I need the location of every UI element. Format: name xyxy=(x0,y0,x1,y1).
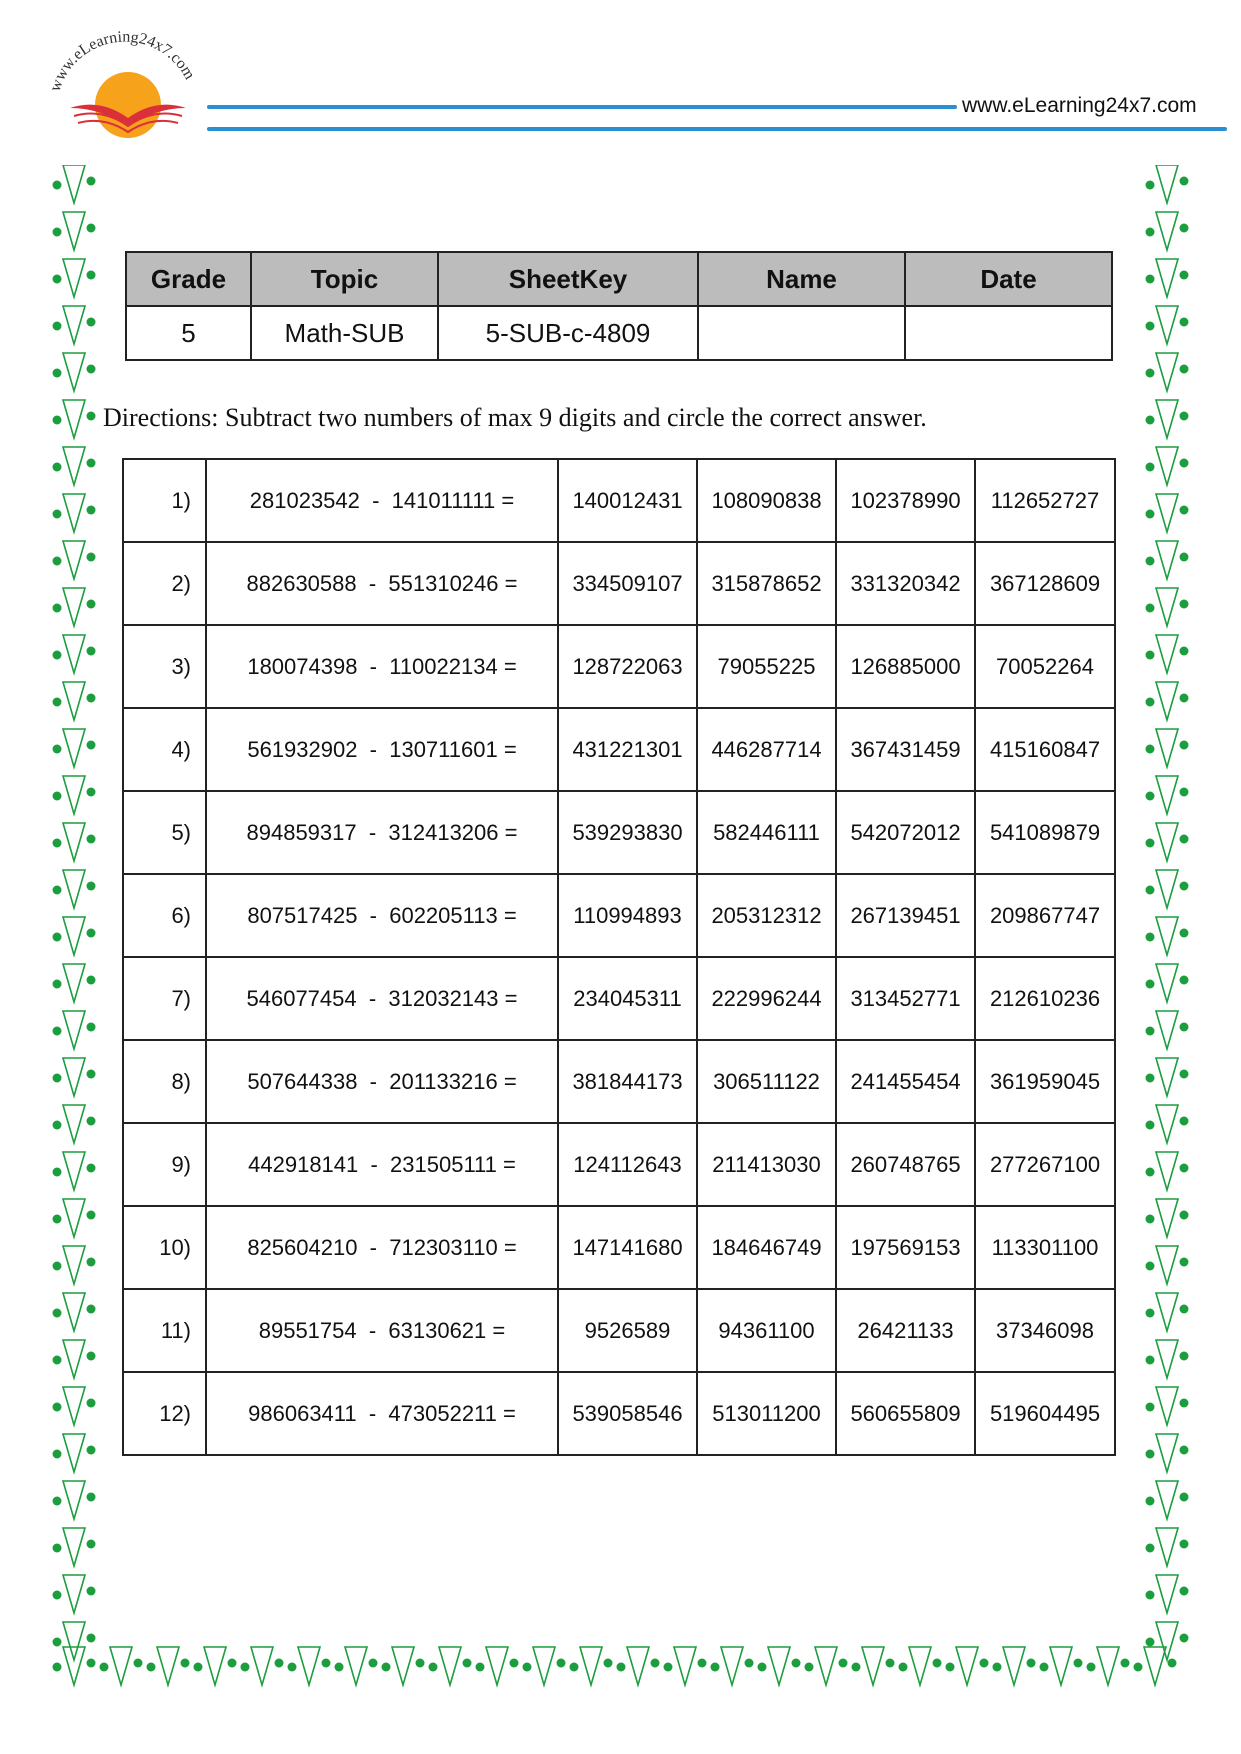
border-triangle-icon xyxy=(1146,447,1189,485)
answer-option[interactable]: 539293830 xyxy=(558,791,697,874)
problem-row xyxy=(123,957,1115,1040)
border-triangle-icon xyxy=(429,1647,472,1685)
problem-expression: 882630588 - 551310246 = xyxy=(206,542,558,625)
answer-option[interactable]: 381844173 xyxy=(558,1040,697,1123)
border-triangle-icon xyxy=(53,306,96,344)
problem-expression: 894859317 - 312413206 = xyxy=(206,791,558,874)
answer-option[interactable]: 140012431 xyxy=(558,459,697,542)
border-triangle-icon xyxy=(53,1340,96,1378)
problem-expression: 561932902 - 130711601 = xyxy=(206,708,558,791)
problem-expression: 825604210 - 712303110 = xyxy=(206,1206,558,1289)
border-triangle-icon xyxy=(53,870,96,908)
answer-option[interactable]: 222996244 xyxy=(697,957,836,1040)
problem-row xyxy=(123,1372,1115,1455)
answer-option[interactable]: 234045311 xyxy=(558,957,697,1040)
problem-row xyxy=(123,791,1115,874)
border-triangle-icon xyxy=(1146,1011,1189,1049)
problem-expression: 986063411 - 473052211 = xyxy=(206,1372,558,1455)
border-triangle-icon xyxy=(53,259,96,297)
problem-row xyxy=(123,874,1115,957)
date-field[interactable] xyxy=(905,306,1112,360)
border-triangle-icon xyxy=(1146,1387,1189,1425)
border-triangle-icon xyxy=(1146,682,1189,720)
answer-option[interactable]: 102378990 xyxy=(836,459,975,542)
problem-expression: 180074398 - 110022134 = xyxy=(206,625,558,708)
header-url: www.eLearning24x7.com xyxy=(962,94,1197,117)
border-triangle-icon xyxy=(1146,964,1189,1002)
border-triangle-icon xyxy=(1087,1647,1130,1685)
topic-value: Math-SUB xyxy=(251,306,438,360)
problem-number: 9) xyxy=(123,1123,206,1206)
problem-expression: 546077454 - 312032143 = xyxy=(206,957,558,1040)
answer-option[interactable]: 205312312 xyxy=(697,874,836,957)
border-triangle-icon xyxy=(1146,1340,1189,1378)
answer-option[interactable]: 70052264 xyxy=(975,625,1115,708)
border-triangle-icon xyxy=(1146,353,1189,391)
problem-number: 11) xyxy=(123,1289,206,1372)
border-triangle-icon xyxy=(53,212,96,250)
border-triangle-icon xyxy=(1146,729,1189,767)
problem-row xyxy=(123,459,1115,542)
answer-option[interactable]: 539058546 xyxy=(558,1372,697,1455)
answer-option[interactable]: 367431459 xyxy=(836,708,975,791)
border-triangle-icon xyxy=(53,823,96,861)
border-triangle-icon xyxy=(1146,588,1189,626)
answer-option[interactable]: 541089879 xyxy=(975,791,1115,874)
answer-option[interactable]: 260748765 xyxy=(836,1123,975,1206)
grade-value: 5 xyxy=(126,306,251,360)
border-triangle-icon xyxy=(476,1647,519,1685)
answer-option[interactable]: 331320342 xyxy=(836,542,975,625)
border-triangle-icon xyxy=(617,1647,660,1685)
border-triangle-icon xyxy=(1146,259,1189,297)
sheetkey-header: SheetKey xyxy=(438,252,698,306)
answer-option[interactable]: 519604495 xyxy=(975,1372,1115,1455)
border-triangle-icon xyxy=(1146,494,1189,532)
problem-number: 8) xyxy=(123,1040,206,1123)
border-triangle-icon xyxy=(53,729,96,767)
border-triangle-icon xyxy=(1146,1152,1189,1190)
problem-row xyxy=(123,1289,1115,1372)
problem-number: 6) xyxy=(123,874,206,957)
problem-row xyxy=(123,625,1115,708)
border-triangle-icon xyxy=(53,1387,96,1425)
border-triangle-icon xyxy=(1146,541,1189,579)
answer-option[interactable]: 313452771 xyxy=(836,957,975,1040)
border-triangle-icon xyxy=(53,1152,96,1190)
answer-option[interactable]: 241455454 xyxy=(836,1040,975,1123)
answer-option[interactable]: 79055225 xyxy=(697,625,836,708)
border-triangle-icon xyxy=(53,1011,96,1049)
answer-option[interactable]: 306511122 xyxy=(697,1040,836,1123)
header-rule-bottom xyxy=(207,127,1227,131)
answer-option[interactable]: 94361100 xyxy=(697,1289,836,1372)
border-triangle-icon xyxy=(53,447,96,485)
answer-option[interactable]: 37346098 xyxy=(975,1289,1115,1372)
border-triangle-icon xyxy=(382,1647,425,1685)
answer-option[interactable]: 126885000 xyxy=(836,625,975,708)
border-triangle-icon xyxy=(53,353,96,391)
problem-number: 4) xyxy=(123,708,206,791)
border-triangle-icon xyxy=(664,1647,707,1685)
border-triangle-icon xyxy=(53,541,96,579)
problem-row xyxy=(123,1123,1115,1206)
border-triangle-icon xyxy=(1146,870,1189,908)
problem-expression: 507644338 - 201133216 = xyxy=(206,1040,558,1123)
directions-text: Directions: Subtract two numbers of max 9 digits and circle the correct answer. xyxy=(103,403,927,432)
problem-expression: 807517425 - 602205113 = xyxy=(206,874,558,957)
left-border-decoration xyxy=(45,165,100,1685)
answer-option[interactable]: 513011200 xyxy=(697,1372,836,1455)
border-triangle-icon xyxy=(53,635,96,673)
border-triangle-icon xyxy=(53,1105,96,1143)
answer-option[interactable]: 446287714 xyxy=(697,708,836,791)
site-logo xyxy=(40,20,215,150)
border-triangle-icon xyxy=(100,1647,143,1685)
name-field[interactable] xyxy=(698,306,905,360)
answer-option[interactable]: 431221301 xyxy=(558,708,697,791)
answer-option[interactable]: 197569153 xyxy=(836,1206,975,1289)
answer-option[interactable]: 128722063 xyxy=(558,625,697,708)
problem-expression: 281023542 - 141011111 = xyxy=(206,459,558,542)
border-triangle-icon xyxy=(993,1647,1036,1685)
date-header: Date xyxy=(905,252,1112,306)
problem-number: 1) xyxy=(123,459,206,542)
border-triangle-icon xyxy=(1146,165,1189,203)
border-triangle-icon xyxy=(946,1647,989,1685)
answer-option[interactable]: 277267100 xyxy=(975,1123,1115,1206)
border-triangle-icon xyxy=(53,1481,96,1519)
answer-option[interactable]: 582446111 xyxy=(697,791,836,874)
border-triangle-icon xyxy=(1146,1058,1189,1096)
border-triangle-icon xyxy=(53,776,96,814)
border-triangle-icon xyxy=(1146,776,1189,814)
answer-option[interactable]: 184646749 xyxy=(697,1206,836,1289)
border-triangle-icon xyxy=(194,1647,237,1685)
border-triangle-icon xyxy=(1146,1434,1189,1472)
right-border-decoration xyxy=(1138,165,1193,1685)
border-triangle-icon xyxy=(852,1647,895,1685)
border-triangle-icon xyxy=(1146,1575,1189,1613)
answer-option[interactable]: 147141680 xyxy=(558,1206,697,1289)
border-triangle-icon xyxy=(1146,212,1189,250)
border-triangle-icon xyxy=(335,1647,378,1685)
header-rule-top xyxy=(207,105,957,109)
problem-number: 5) xyxy=(123,791,206,874)
border-triangle-icon xyxy=(805,1647,848,1685)
answer-option[interactable]: 110994893 xyxy=(558,874,697,957)
border-triangle-icon xyxy=(1134,1647,1177,1685)
problem-row xyxy=(123,1206,1115,1289)
border-triangle-icon xyxy=(1146,306,1189,344)
name-header: Name xyxy=(698,252,905,306)
problem-number: 3) xyxy=(123,625,206,708)
border-triangle-icon xyxy=(1146,1481,1189,1519)
border-triangle-icon xyxy=(53,964,96,1002)
logo-sun xyxy=(95,72,161,138)
problem-number: 7) xyxy=(123,957,206,1040)
answer-option[interactable]: 415160847 xyxy=(975,708,1115,791)
answer-option[interactable]: 542072012 xyxy=(836,791,975,874)
problem-number: 12) xyxy=(123,1372,206,1455)
logo-text: www.eLearning24x7.com xyxy=(46,28,198,94)
border-triangle-icon xyxy=(53,682,96,720)
border-triangle-icon xyxy=(53,1293,96,1331)
border-triangle-icon xyxy=(1146,1199,1189,1237)
border-triangle-icon xyxy=(570,1647,613,1685)
border-triangle-icon xyxy=(1040,1647,1083,1685)
border-triangle-icon xyxy=(758,1647,801,1685)
border-triangle-icon xyxy=(53,494,96,532)
border-triangle-icon xyxy=(53,1528,96,1566)
sheetkey-value: 5-SUB-c-4809 xyxy=(438,306,698,360)
border-triangle-icon xyxy=(1146,917,1189,955)
problem-row xyxy=(123,708,1115,791)
border-triangle-icon xyxy=(1146,400,1189,438)
border-triangle-icon xyxy=(53,1246,96,1284)
border-triangle-icon xyxy=(147,1647,190,1685)
bottom-border-decoration xyxy=(45,1642,1195,1692)
border-triangle-icon xyxy=(53,588,96,626)
answer-option[interactable]: 124112643 xyxy=(558,1123,697,1206)
border-triangle-icon xyxy=(53,1434,96,1472)
answer-option[interactable]: 211413030 xyxy=(697,1123,836,1206)
answer-option[interactable]: 113301100 xyxy=(975,1206,1115,1289)
border-triangle-icon xyxy=(1146,1105,1189,1143)
answer-option[interactable]: 112652727 xyxy=(975,459,1115,542)
border-triangle-icon xyxy=(1146,635,1189,673)
answer-option[interactable]: 209867747 xyxy=(975,874,1115,957)
border-triangle-icon xyxy=(53,1647,96,1685)
answer-option[interactable]: 315878652 xyxy=(697,542,836,625)
border-triangle-icon xyxy=(53,1575,96,1613)
border-triangle-icon xyxy=(53,1199,96,1237)
answer-option[interactable]: 367128609 xyxy=(975,542,1115,625)
answer-option[interactable]: 212610236 xyxy=(975,957,1115,1040)
border-triangle-icon xyxy=(523,1647,566,1685)
problem-expression: 89551754 - 63130621 = xyxy=(206,1289,558,1372)
info-table xyxy=(125,251,1113,361)
answer-option[interactable]: 108090838 xyxy=(697,459,836,542)
border-triangle-icon xyxy=(241,1647,284,1685)
border-triangle-icon xyxy=(1146,1293,1189,1331)
info-value-row xyxy=(126,306,1112,360)
topic-header: Topic xyxy=(251,252,438,306)
answer-option[interactable]: 9526589 xyxy=(558,1289,697,1372)
border-triangle-icon xyxy=(1146,823,1189,861)
problem-number: 10) xyxy=(123,1206,206,1289)
info-header-row xyxy=(126,252,1112,306)
problem-expression: 442918141 - 231505111 = xyxy=(206,1123,558,1206)
border-triangle-icon xyxy=(53,1058,96,1096)
problem-row xyxy=(123,1040,1115,1123)
grade-header: Grade xyxy=(126,252,251,306)
border-triangle-icon xyxy=(899,1647,942,1685)
problem-row xyxy=(123,542,1115,625)
border-triangle-icon xyxy=(1146,1528,1189,1566)
problem-number: 2) xyxy=(123,542,206,625)
border-triangle-icon xyxy=(288,1647,331,1685)
border-triangle-icon xyxy=(1146,1246,1189,1284)
answer-option[interactable]: 26421133 xyxy=(836,1289,975,1372)
border-triangle-icon xyxy=(53,165,96,203)
border-triangle-icon xyxy=(53,917,96,955)
answer-option[interactable]: 560655809 xyxy=(836,1372,975,1455)
logo-graphic xyxy=(40,20,215,150)
answer-option[interactable]: 267139451 xyxy=(836,874,975,957)
border-triangle-icon xyxy=(711,1647,754,1685)
answer-option[interactable]: 361959045 xyxy=(975,1040,1115,1123)
problem-table xyxy=(122,458,1116,1456)
border-triangle-icon xyxy=(53,400,96,438)
answer-option[interactable]: 334509107 xyxy=(558,542,697,625)
